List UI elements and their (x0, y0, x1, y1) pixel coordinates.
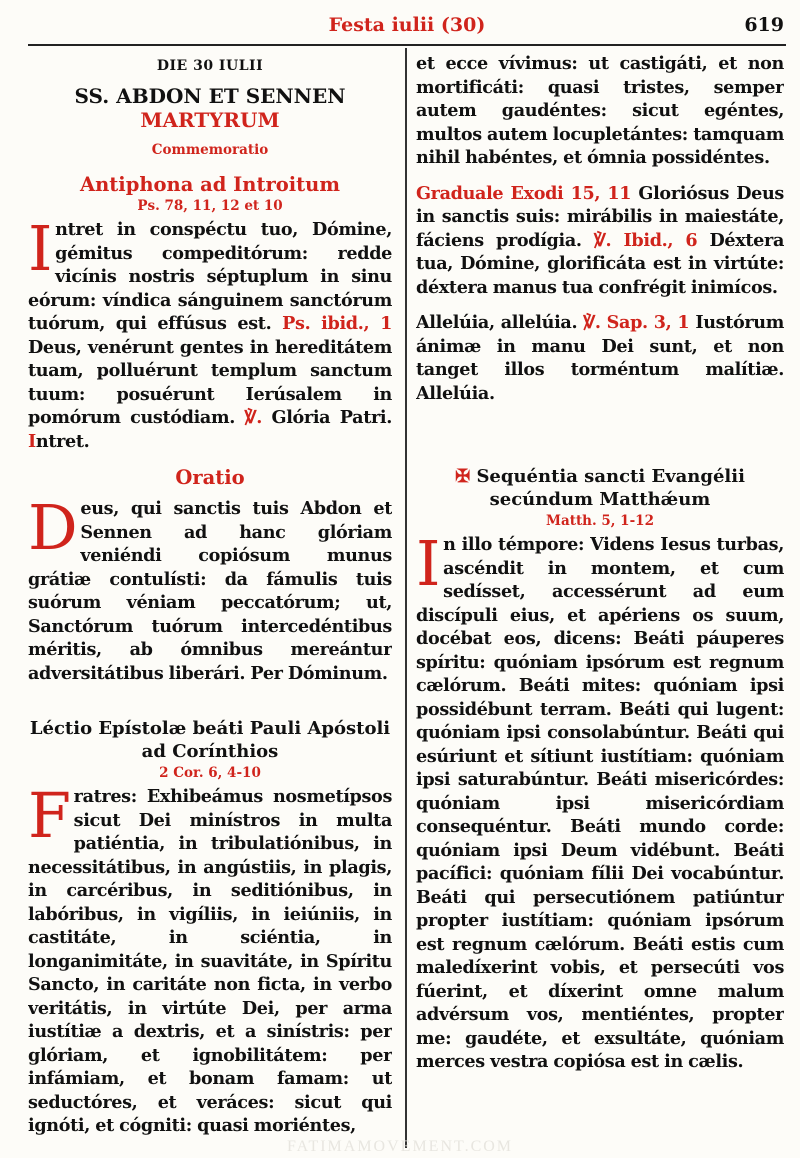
running-title: Festa iulii (30) (328, 14, 486, 36)
lectio-body: ratres: Exhibeámus nosmetípsos sicut Dei minístros in multa patiéntia, in tribulatiónibus, in necessitátibus, in angústiis, in plagis, in carcéribus, in seditiónibus, in labóribus, in vigíliis, in ieiúniis, in castitáte, in sciéntia, in longanimitáte, in suavitáte, in Spíritu Sancto, in caritáte non ficta, in verbo veritátis, in virtúte Dei, per arma iustítiæ a dextris, et a sinístris: per glóriam, et ignobilitátem: per infámiam, et bonam famam: ut seductóres, et veráces: sicut qui ignóti, et cógniti: quasi moriéntes, (28, 786, 392, 1136)
cross-icon: ✠ (455, 466, 471, 487)
graduale-versicle: ℣. Ibid., 6 (593, 229, 698, 251)
graduale-heading: Graduale Exodi 15, 11 (416, 182, 632, 204)
introit-heading: Antiphona ad Introitum (79, 173, 340, 196)
gospel-heading (416, 465, 784, 511)
psalm-text: Deus, venérunt gentes in hereditátem tuam, polluérunt templum sanctum tuum: posuérunt Ierúsalem in pomórum custódiam. (28, 336, 392, 428)
introit-antiphon: ntret in conspéctu tuo, Dómine, gémitus compeditórum: redde vicínis nostris séptuplum in sinu eórum: víndica sánguinem sanctórum tuórum, qui effúsus est. (28, 219, 392, 334)
oratio-body: eus, qui sanctis tuis Abdon et Sennen ad hanc glóriam veniéndi copiósum munus grátiæ contulísti: da fámulis tuis suórum véniam peccatórum; ut, Sanctórum tuórum intercedéntibus méritis, ab ómnibus mereántur adversitátibus liberári. Per Dóminum. (28, 498, 392, 684)
drop-cap: D (28, 491, 78, 564)
watermark: FATIMAMOVEMENT.COM (286, 1138, 514, 1155)
versicle-symbol: ℣. (244, 407, 263, 428)
gloria-text: Glória Patri. (262, 407, 392, 428)
graduale-body-2: Déxtera tua, Dómine, glorificáta est in virtúte: déxtera manus tua confrégit inimícos. (416, 229, 784, 298)
alleluia-body-2: Iustórum ánimæ in manu Dei sunt, et non tanget illos torméntum malítiæ. Allelúia. (416, 312, 784, 404)
feast-title: SS. ABDON ET SENNEN (74, 84, 346, 108)
introit-text (28, 212, 392, 453)
alleluia-body-1: Allelúia, allelúia. (416, 312, 584, 333)
graduale-text (416, 182, 784, 300)
left-column (28, 52, 392, 1148)
lectio-continuation: et ecce vívimus: ut castigáti, et non mortificáti: quasi tristes, semper autem gaudéntes: sicut egéntes, multos autem locupletántes: tamquam nihil habéntes, et ómnia possidéntes. (416, 53, 784, 168)
psalm-reference: Ps. ibid., 1 (282, 313, 392, 334)
alleluia-text (416, 311, 784, 405)
feast-date: DIE 30 IULII (156, 58, 264, 74)
commemoratio-label: Commemoratio (151, 142, 269, 158)
lectio-heading: Léctio Epístolæ beáti Pauli Apóstoli ad Corínthios (29, 718, 391, 762)
lectio-reference: 2 Cor. 6, 4-10 (159, 765, 261, 781)
drop-cap: I (28, 212, 53, 285)
drop-cap: I (416, 527, 441, 600)
page-header (28, 10, 786, 46)
graduale-body-1: Gloriósus Deus in sanctis suis: mirábilis in maiestáte, fáciens prodígia. (416, 182, 784, 251)
intret-repeat: Intret. (28, 430, 90, 452)
gospel-reference: Matth. 5, 1-12 (546, 513, 654, 529)
oratio-text (28, 491, 392, 685)
alleluia-versicle: ℣. Sap. 3, 1 (583, 312, 690, 333)
gospel-text (416, 527, 784, 1074)
gospel-heading-text: Sequéntia sancti Evangélii secúndum Matthǽum (476, 466, 745, 510)
feast-subtitle: MARTYRUM (140, 108, 280, 132)
page-number: 619 (744, 14, 784, 36)
oratio-heading: Oratio (175, 466, 245, 489)
introit-reference: Ps. 78, 11, 12 et 10 (137, 198, 283, 214)
lectio-text (28, 779, 392, 1138)
gospel-body: n illo témpore: Videns Iesus turbas, ascéndit in montem, et cum sedísset, accessérunt ad eum discípuli eius, et apériens os suum, docébat eos, dicens: Beáti páuperes spíritu: quóniam ipsórum est regnum cælórum. Beáti mites: quóniam ipsi possidébunt terram. Beáti qui lugent: quóniam ipsi consolabúntur. Beáti qui esúriunt et sítiunt iustítiam: quóniam ipsi saturabúntur. Beáti misericórdes: quóniam ipsi misericórdiam consequéntur. Beáti mundo corde: quóniam ipsi Deum vidébunt. Beáti pacífici: quóniam fílii Dei vocabúntur. Beáti qui persecutiónem patiúntur propter iustítiam: quóniam ipsórum est regnum cælórum. Beáti estis cum maledíxerint vobis, et persecúti vos fúerint, et díxerint omne malum advérsum vos, mentiéntes, propter me: gaudéte, et exsultáte, quóniam merces vestra copiósa est in cælis. (416, 534, 784, 1072)
right-column (416, 52, 784, 1148)
drop-cap: F (28, 779, 71, 852)
column-divider (405, 48, 407, 1148)
